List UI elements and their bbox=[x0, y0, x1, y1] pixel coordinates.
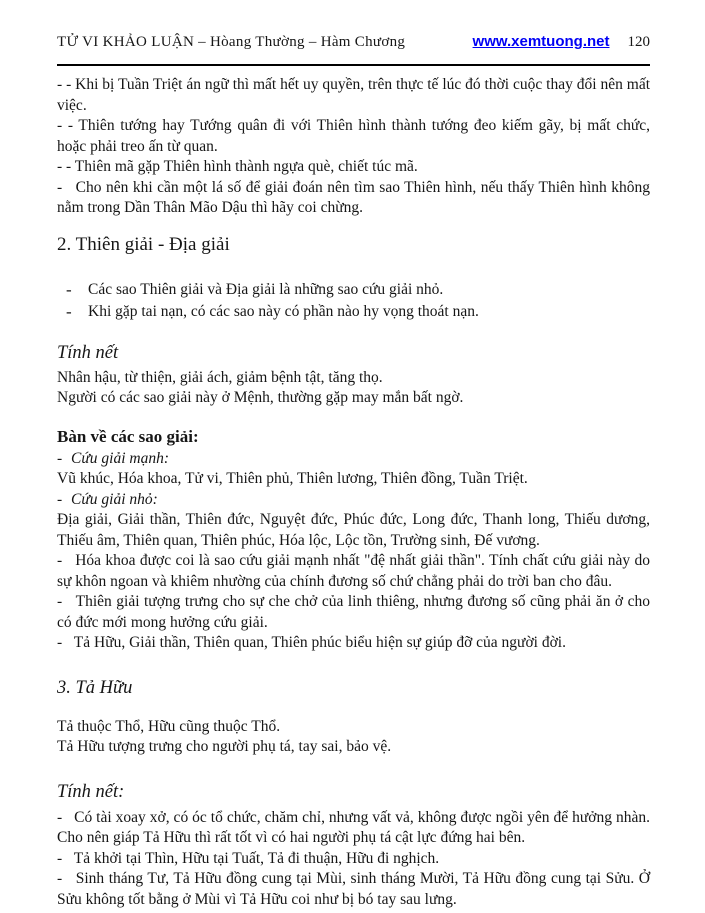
paragraph-cuu-giai-nho-list: Địa giải, Giải thần, Thiên đức, Nguyệt đức, Phúc đức, Long đức, Thanh long, Thiếu dương, Thiếu âm, Thiên quan, Thiên phúc, Hóa lộc, Lộc tồn, Trường sinh, Đế vương. bbox=[57, 511, 650, 549]
paragraph-cuu-giai-manh-list: Vũ khúc, Hóa khoa, Tử vi, Thiên phủ, Thiên lương, Thiên đồng, Tuần Triệt. bbox=[57, 470, 528, 487]
label-text: Cứu giải mạnh: bbox=[71, 449, 170, 467]
page-content bbox=[57, 66, 650, 910]
label-text: Cứu giải nhỏ: bbox=[71, 490, 158, 508]
paragraph-ta-khoi-tai-thin: - Tả khởi tại Thìn, Hữu tại Tuất, Tả đi thuận, Hữu đi nghịch. bbox=[57, 849, 440, 867]
label-cuu-giai-nho bbox=[57, 490, 650, 511]
page-number: 120 bbox=[627, 34, 650, 50]
label-cuu-giai-manh bbox=[57, 449, 650, 470]
subheading-tinh-net: Tính nết bbox=[57, 342, 119, 363]
section-heading-thien-giai-dia-giai: 2. Thiên giải - Địa giải bbox=[57, 233, 230, 255]
list-item bbox=[57, 279, 650, 301]
list-item-text: Khi gặp tai nạn, có các sao này có phần nào hy vọng thoát nạn. bbox=[88, 302, 479, 320]
paragraph-thien-giai-tuong-trung: - Thiên giải tượng trưng cho sự che chở của linh thiêng, nhưng đương số cũng phải ăn ở cho có đức mới mong hưởng cứu giải. bbox=[57, 593, 650, 631]
subheading-tinh-net-2: Tính nết: bbox=[57, 781, 125, 802]
paragraph-hoa-khoa: - Hóa khoa được coi là sao cứu giải mạnh nhất "đệ nhất giải thần". Tính chất cứu giải này do sự khôn ngoan và khiêm nhường của chính đương số chứ chẳng phải do trời ban cho đâu. bbox=[57, 552, 650, 590]
dash-bullet: - bbox=[66, 301, 72, 321]
dash-bullet: - bbox=[57, 449, 63, 467]
website-link[interactable]: www.xemtuong.net bbox=[472, 33, 610, 50]
paragraph-thien-tuong: - - Thiên tướng hay Tướng quân đi với Thiên hình thành tướng đeo kiếm gãy, bị mất chức, hoặc phải treo ấn từ quan. bbox=[57, 117, 650, 155]
subheading-ban-ve-cac-sao-giai: Bàn về các sao giải: bbox=[57, 426, 199, 446]
paragraph-ta-huu-giai-than: - Tả Hữu, Giải thần, Thiên quan, Thiên phúc biểu hiện sự giúp đỡ của người đời. bbox=[57, 634, 566, 651]
paragraph-thien-ma: - - Thiên mã gặp Thiên hình thành ngựa què, chiết túc mã. bbox=[57, 158, 418, 175]
paragraph-cho-nen: - Cho nên khi cần một lá số để giải đoán nên tìm sao Thiên hình, nếu thấy Thiên hình không nằm trong Dần Thân Mão Dậu thì hãy coi chừng. bbox=[57, 178, 650, 216]
list-item-text: Các sao Thiên giải và Địa giải là những sao cứu giải nhỏ. bbox=[88, 280, 444, 298]
page-header bbox=[57, 33, 650, 66]
paragraph-sinh-thang-tu: - Sinh tháng Tư, Tả Hữu đồng cung tại Mùi, sinh tháng Mười, Tả Hữu đồng cung tại Sửu. Ở Sửu không tốt bằng ở Mùi vì Tả Hữu coi như bị bó tay sau lưng. bbox=[57, 870, 650, 908]
list-item bbox=[57, 301, 650, 323]
thien-giai-bullet-list bbox=[57, 279, 650, 323]
section-heading-ta-huu: 3. Tả Hữu bbox=[57, 677, 133, 698]
paragraph-co-tai-xoay-xo: - Có tài xoay xở, có óc tổ chức, chăm chỉ, nhưng vất vả, không được ngồi yên để hưởng nhàn. Cho nên giáp Tả Hữu thì rất tốt vì có hai người phụ tá cật lực đứng hai bên. bbox=[57, 808, 650, 846]
paragraph-nguoi-co-sao-giai: Người có các sao giải này ở Mệnh, thường gặp may mắn bất ngờ. bbox=[57, 389, 464, 406]
paragraph-tuan-triet: - - Khi bị Tuần Triệt án ngữ thì mất hết uy quyền, trên thực tế lúc đó thời cuộc thay đổi nên mất việc. bbox=[57, 76, 650, 114]
paragraph-ta-huu-tuong-trung: Tả Hữu tượng trưng cho người phụ tá, tay sai, bảo vệ. bbox=[57, 738, 392, 755]
paragraph-ta-thuoc-tho: Tả thuộc Thổ, Hữu cũng thuộc Thổ. bbox=[57, 717, 281, 735]
dash-bullet: - bbox=[57, 490, 63, 508]
paragraph-nhan-hau: Nhân hậu, từ thiện, giải ách, giảm bệnh tật, tăng thọ. bbox=[57, 368, 383, 386]
book-title: TỬ VI KHẢO LUẬN – Hòang Thường – Hàm Chương bbox=[57, 34, 406, 50]
dash-bullet: - bbox=[66, 279, 72, 299]
